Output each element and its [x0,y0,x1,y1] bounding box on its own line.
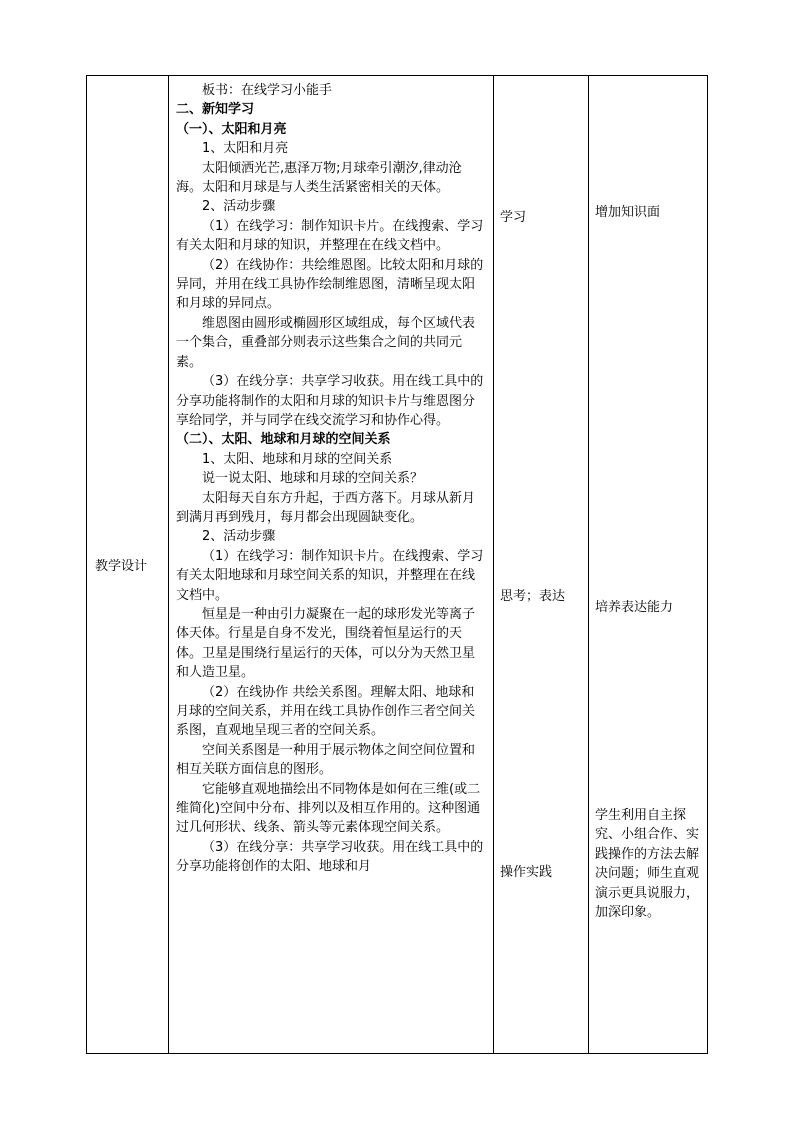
row-label-cell [87,76,169,1054]
content-paragraph: 2、活动步骤 [202,199,276,215]
content-paragraph: （3）在线分享：共享学习收获。用在线工具中的分享功能将制作的太阳和月球的知识卡片与维恩图分享给同学，并与同学在线交流学习和协作心得。 [176,374,484,428]
content-paragraph: （1）在线学习：制作知识卡片。在线搜索、学习有关太阳和月球的知识，并整理在在线文档中。 [176,218,484,254]
intent-cell [589,76,708,1054]
activity-cell [494,76,589,1054]
section-heading: （一）、太阳和月亮 [176,121,287,137]
content-paragraph: 空间关系图是一种用于展示物体之间空间位置和相互关联方面信息的图形。 [176,742,476,778]
content-paragraph: （1）在线学习：制作知识卡片。在线搜索、学习有关太阳地球和月球空间关系的知识，并整理在在线文档中。 [176,548,484,603]
content-paragraph: 2、活动步骤 [202,529,276,545]
content-paragraph: 说一说太阳、地球和月球的空间关系？ [202,471,424,487]
content-paragraph: （2）在线协作：共绘维恩图。比较太阳和月球的异同，并用在线工具协作绘制维恩图，清晰呈现太阳和月球的异同点。 [176,257,484,312]
content-paragraph: 1、太阳、地球和月球的空间关系 [202,451,393,467]
design-intents [589,76,707,1053]
content-cell [169,76,494,1054]
content-paragraph: 1、太阳和月亮 [202,141,289,157]
design-intent: 增加知识面 [595,205,661,220]
student-activities [494,76,588,1053]
content-paragraph: 恒星是一种由引力凝聚在一起的球形发光等离子体天体。行星是自身不发光，围绕着恒星运行的天体。卫星是围绕行星运行的天体，可以分为天然卫星和人造卫星。 [176,606,476,681]
row-label: 教学设计 [95,559,148,574]
content-paragraph: （2）在线协作 共绘关系图。理解太阳、地球和月球的空间关系，并用在线工具协作创作三者空间关系图，直观地呈现三者的空间关系。 [176,684,476,739]
design-intent: 学生利用自主探究、小组合作、实践操作的方法去解决问题；师生直观演示更具说服力，加深印象。 [595,808,700,921]
section-heading: （二）、太阳、地球和月球的空间关系 [176,432,391,448]
content-paragraph: 板书：在线学习小能手 [202,83,333,98]
content-paragraph: 太阳倾洒光芒,惠泽万物;月球牵引潮汐,律动沧海。太阳和月球是与人类生活紧密相关的天体。 [176,160,462,196]
student-activity: 思考；表达 [500,589,566,604]
content-paragraph: 太阳每天自东方升起，于西方落下。月球从新月到满月再到残月，每月都会出现圆缺变化。 [176,490,476,525]
section-heading: 二、新知学习 [176,102,255,118]
lesson-plan-table [86,75,708,1054]
content-paragraph: （3）在线分享：共享学习收获。用在线工具中的分享功能将创作的太阳、地球和月 [176,839,484,875]
lesson-content [169,76,493,877]
student-activity: 学习 [500,210,527,225]
content-paragraph: 它能够直观地描绘出不同物体是如何在三维(或二维简化)空间中分布、排列以及相互作用的。这种图通过几何形状、线条、箭头等元素体现空间关系。 [176,781,481,836]
table-row [87,76,708,1054]
student-activity: 操作实践 [500,865,553,880]
design-intent: 培养表达能力 [595,600,674,615]
content-paragraph: 维恩图由圆形或椭圆形区域组成，每个区域代表一个集合，重叠部分则表示这些集合之间的共同元素。 [176,315,476,370]
